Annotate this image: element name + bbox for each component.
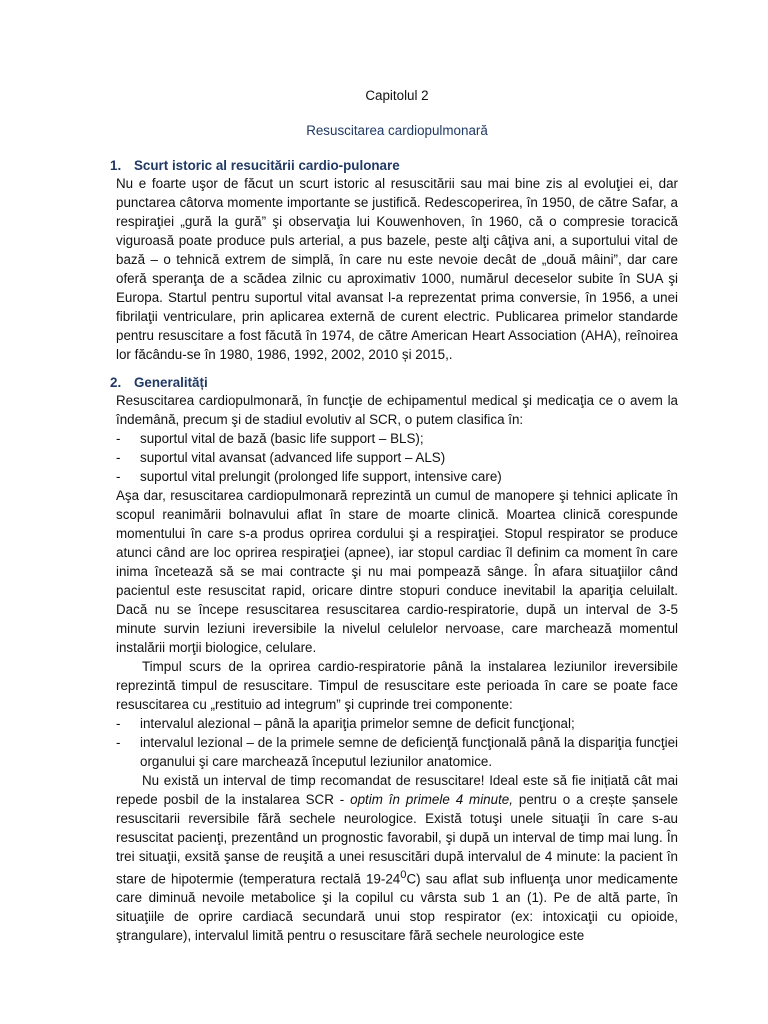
paragraph: Nu e foarte uşor de făcut un scurt istoric al resuscitării sau mai bine zis al evoluţiei ei, dar punctarea câtorva momente importante se justifică. Redescoperirea, în 1950, de către Safar, a respiraţiei „gură la gură” şi observaţia lui Kouwenhoven, în 1960, că o compresie toracică viguroasă poate produce puls arterial, a pus bazele, peste alţi câţiva ani, a suportului vital de bază – o tehnică extrem de simplă, în care nu este nevoie decât de „două mâini”, dar care oferă speranţa de a scădea zilnic cu aproximativ 1000, numărul deceselor subite în SUA şi Europa. Startul pentru suportul vital avansat l-a reprezentat prima conversie, în 1956, a unei fibrilaţii ventriculare, prin aplicarea externă de curent electric. Publicarea primelor standarde pentru resuscitare a fost făcută în 1974, de către American Heart Association (AHA), reînoirea lor făcându-se în 1980, 1986, 1992, 2002, 2010 și 2015,.	[116, 176, 678, 362]
section-heading-2	[110, 373, 678, 392]
list-dash: -	[116, 431, 121, 446]
superscript-degree: 0	[400, 869, 407, 881]
section-heading-1	[110, 156, 678, 175]
section-number: 2.	[110, 375, 122, 390]
list-dash: -	[116, 450, 121, 465]
paragraph: Aşa dar, resuscitarea cardiopulmonară reprezintă un cumul de manopere şi tehnici aplicate în scopul reanimării bolnavului aflat în stare de moarte clinică. Moartea clinică corespunde momentului în care s-a produs oprirea cordului şi a respiraţiei. Stopul respirator se produce atunci când are loc oprirea respiraţiei (apnee), iar stopul cardiac îl definim ca moment în care inima încetează să se mai contracte şi nu mai pompează sânge. În afara situaţiilor când pacientul este resuscitat rapid, oricare dintre stopuri conduce inevitabil la apariţia celuilalt. Dacă nu se începe resuscitarea resuscitarea cardio-respiratorie, după un interval de 3-5 minute survin leziuni ireversibile la nivelul celulelor nervoase, care marchează momentul instalării morţii biologice, celulare.	[116, 488, 678, 655]
list-dash: -	[116, 716, 121, 731]
chapter-label: Capitolul 2	[365, 88, 429, 103]
paragraph: Timpul scurs de la oprirea cardio-respiratorie până la instalarea leziunilor ireversibile reprezintă timpul de resuscitare. Timpul de resuscitare este perioada în care se poate face resuscitarea cu „restituio ad integrum” şi cuprinde trei componente:	[116, 659, 678, 712]
page-title: Resuscitarea cardiopulmonară	[306, 123, 488, 138]
list-item: - suportul vital prelungit (prolonged life support, intensive care)	[116, 469, 502, 484]
section-number: 1.	[110, 158, 122, 173]
list-dash: -	[116, 469, 121, 484]
section-heading-text: Generalități	[134, 375, 208, 390]
section-body-1	[116, 174, 678, 364]
list-item: - intervalul alezional – până la apariţia primelor semne de deficit funcţional;	[116, 716, 575, 731]
list-dash: -	[116, 735, 121, 750]
section-body-2	[116, 391, 678, 945]
paragraph: Resuscitarea cardiopulmonară, în funcţie de echipamentul medical şi medicaţia ce o avem la îndemână, precum şi de stadiul evolutiv al SCR, o putem clasifica în:	[116, 393, 678, 427]
list-item: - intervalul lezional – de la primele semne de deficienţă funcţională până la dispariţia funcţiei organului şi care marchează începutul leziunilor anatomice.	[116, 735, 678, 769]
list-item: - suportul vital avansat (advanced life support – ALS)	[116, 450, 446, 465]
paragraph: Nu există un interval de timp recomandat de resuscitare! Ideal este să fie inițiată cât mai repede posbil de la instalarea SCR - optim în primele 4 minute, pentru o a crește șansele resuscitarii reversibile fără sechele neurologice. Există totuşi unele situaţii în care s-au resuscitat pacienţi, prezentând un prognostic favorabil, şi după un interval de timp mai lung. În trei situaţii, exsită şanse de reuşită a unei resuscitări după intervalul de 4 minute: la pacient în stare de hipotermie (temperatura rectală $19-24^0C$) sau aflat sub influenţa unor medicamente care diminuă nevoile metabolice şi la copilul cu vârsta sub 1 an (1). Pe de altă parte, în situaţiile de oprire cardiacă secundară unui stop respirator (ex: intoxicaţii cu opioide, ştrangulare), intervalul limită pentru o resuscitare fără sechele neurologice este	[116, 773, 678, 944]
list-item: - suportul vital de bază (basic life support – BLS);	[116, 431, 424, 446]
emphasis-text: optim în primele 4 minute,	[350, 792, 513, 807]
section-heading-text: Scurt istoric al resucitării cardio-pulonare	[134, 158, 400, 173]
